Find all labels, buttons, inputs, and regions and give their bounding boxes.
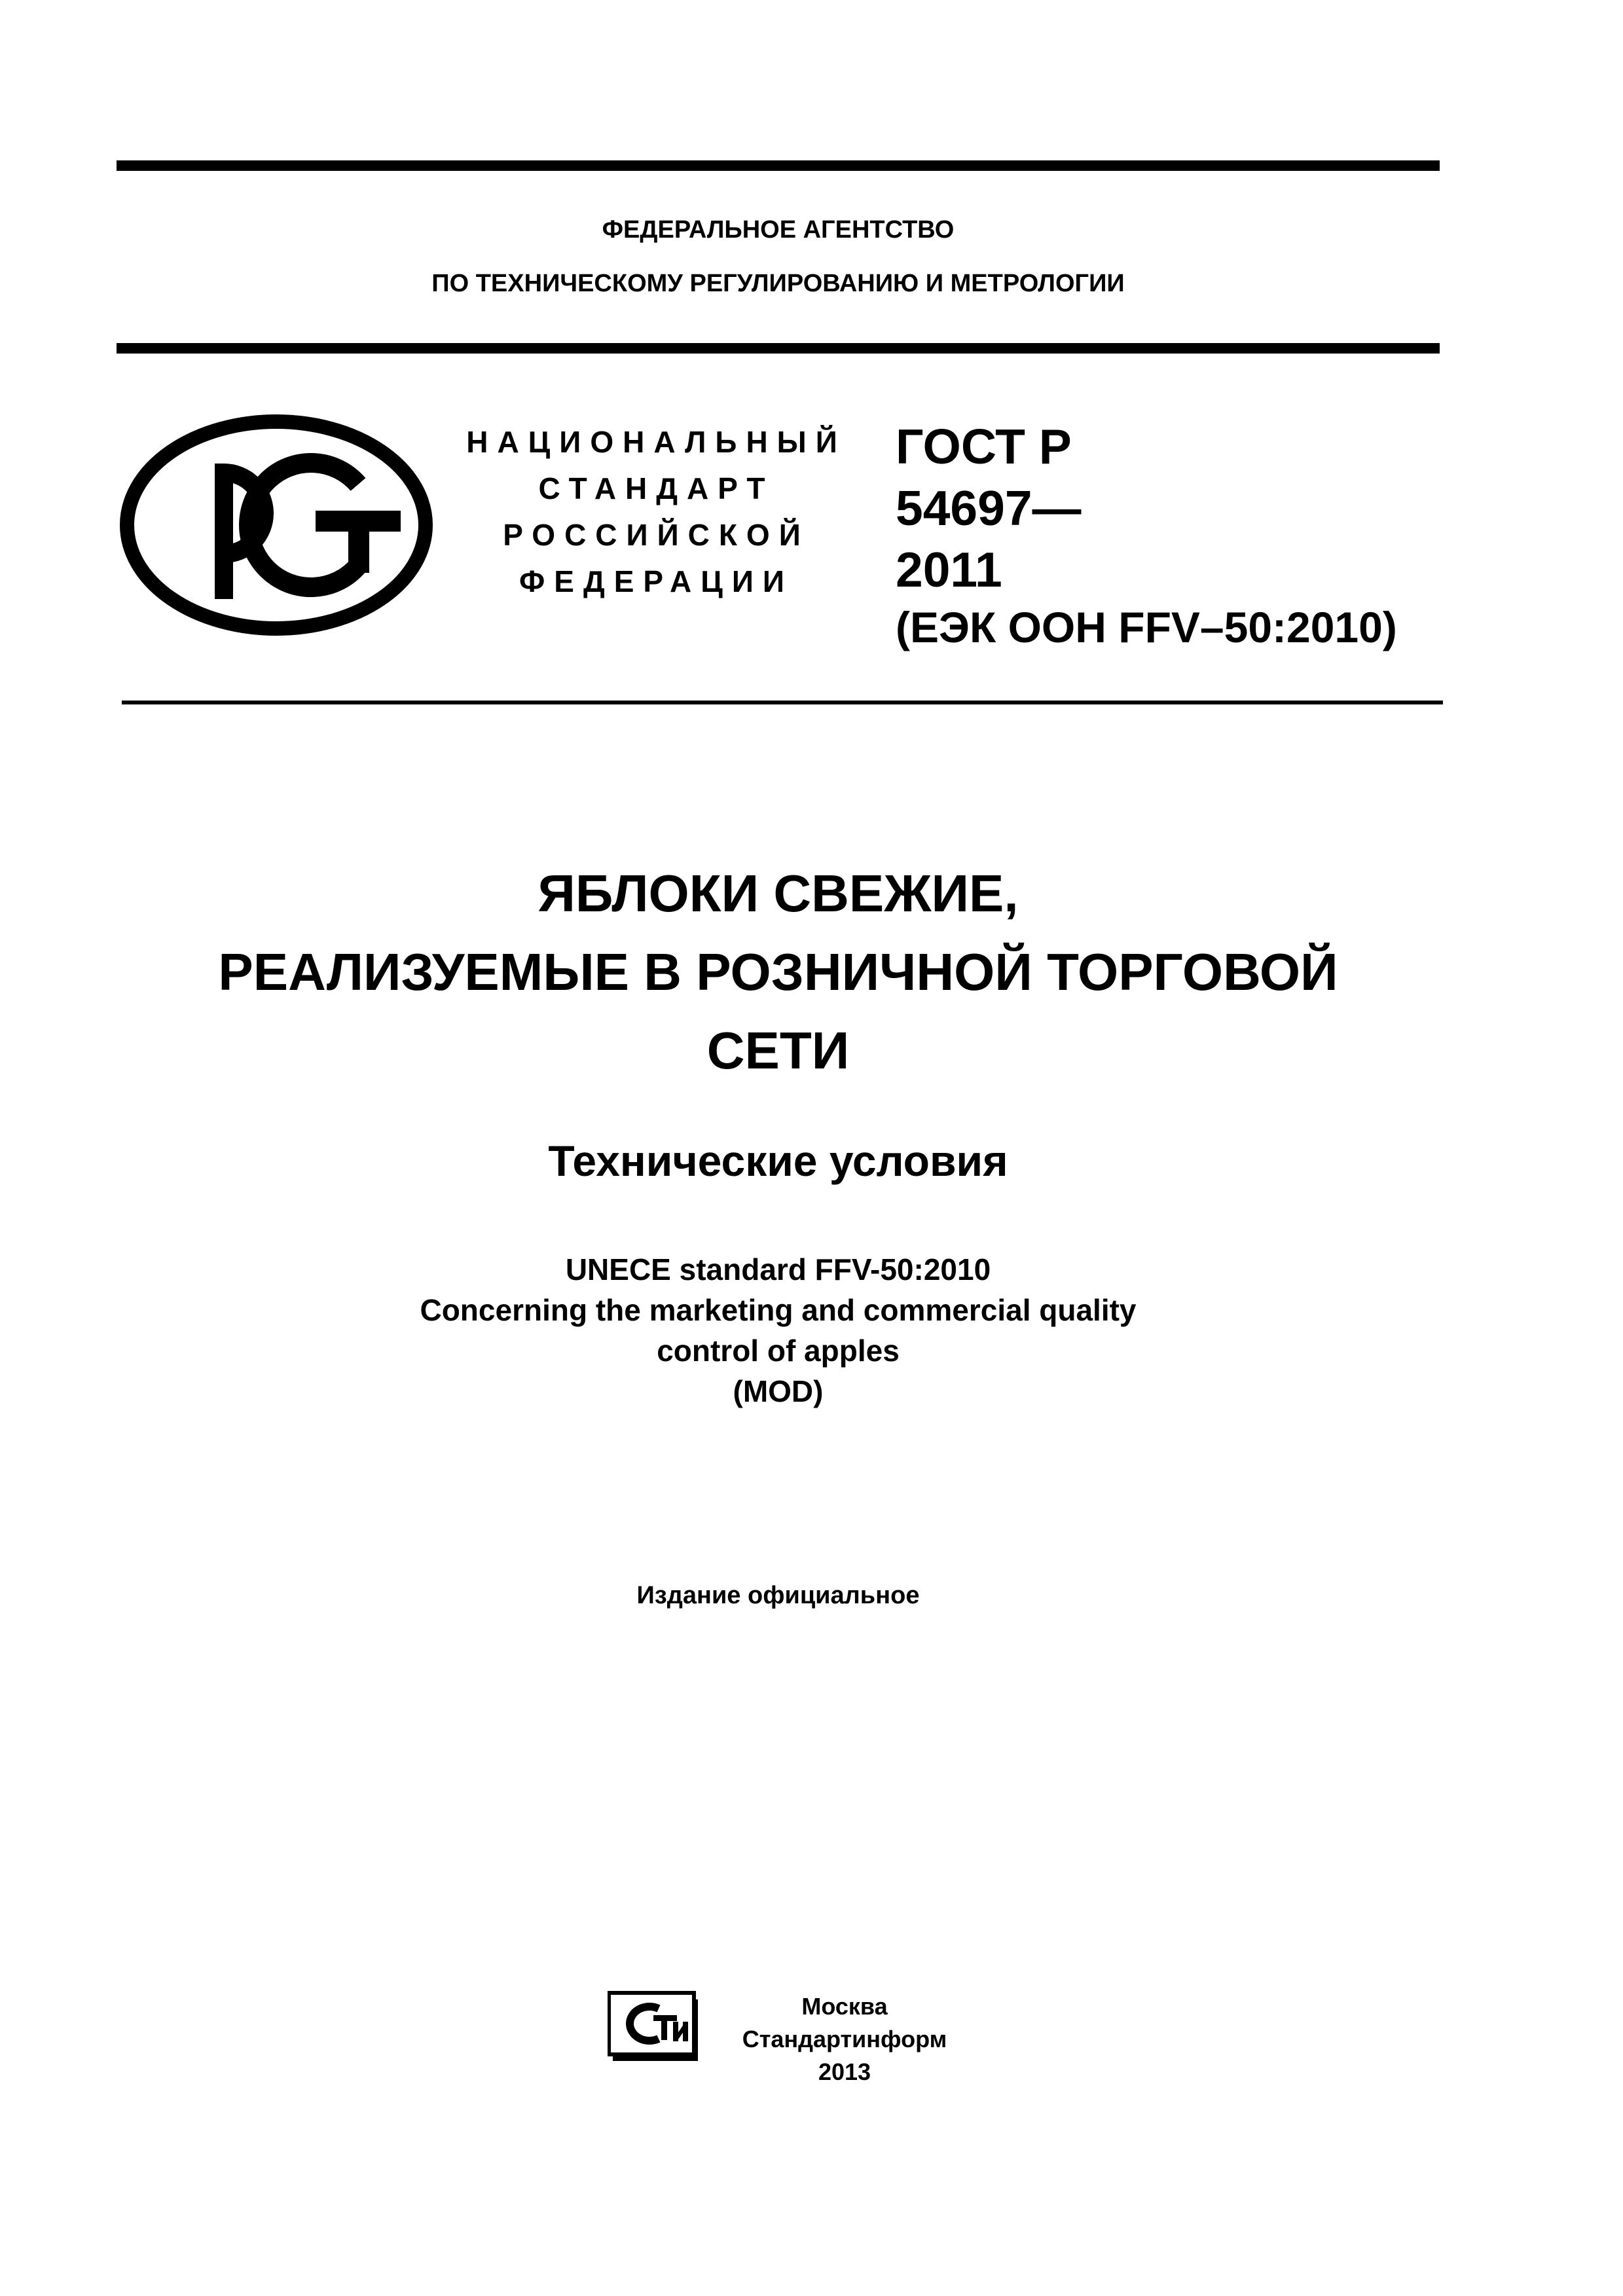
title-line-2: РЕАЛИЗУЕМЫЕ В РОЗНИЧНОЙ ТОРГОВОЙ [218,943,1338,1001]
unece-line-1: UNECE standard FFV-50:2010 [565,1252,991,1286]
unece-line-4: (MOD) [733,1374,824,1408]
gost-line-3: 2011 [896,542,1002,597]
gost-line-1: ГОСТ Р [896,419,1072,474]
national-standard-line-1: НАЦИОНАЛЬНЫЙ [466,425,847,459]
imprint [733,1990,956,2088]
unece-line-2: Concerning the marketing and commercial quality [420,1293,1137,1327]
thin-rule [122,701,1443,704]
national-standard-line-4: ФЕДЕРАЦИИ [519,564,793,598]
unece-line-3: control of apples [657,1334,900,1368]
gost-line-2: 54697— [896,481,1082,536]
imprint-publisher: Стандартинформ [742,2026,947,2052]
agency-line-2: ПО ТЕХНИЧЕСКОМУ РЕГУЛИРОВАНИЮ И МЕТРОЛОГИИ [431,270,1125,297]
standartinform-logo-icon [608,1990,706,2064]
document-title [117,854,1440,1090]
edition-label: Издание официальное [636,1582,920,1609]
gost-designation [896,416,1082,600]
imprint-city: Москва [801,1993,888,2020]
top-rule [117,160,1440,171]
document-subtitle: Технические условия [548,1137,1008,1185]
title-line-3: СЕТИ [706,1021,850,1080]
national-standard-line-2: СТАНДАРТ [538,471,775,505]
national-standard-label [445,419,867,605]
gost-reference: (ЕЭК ООН FFV–50:2010) [896,603,1397,651]
imprint-year: 2013 [818,2058,871,2085]
national-standard-line-3: РОССИЙСКОЙ [503,518,810,552]
rst-certification-mark-icon [119,412,433,638]
title-line-1: ЯБЛОКИ СВЕЖИЕ, [538,864,1019,922]
agency-line-1: ФЕДЕРАЛЬНОЕ АГЕНТСТВО [602,216,955,244]
middle-rule [117,343,1440,354]
unece-reference [117,1249,1440,1412]
